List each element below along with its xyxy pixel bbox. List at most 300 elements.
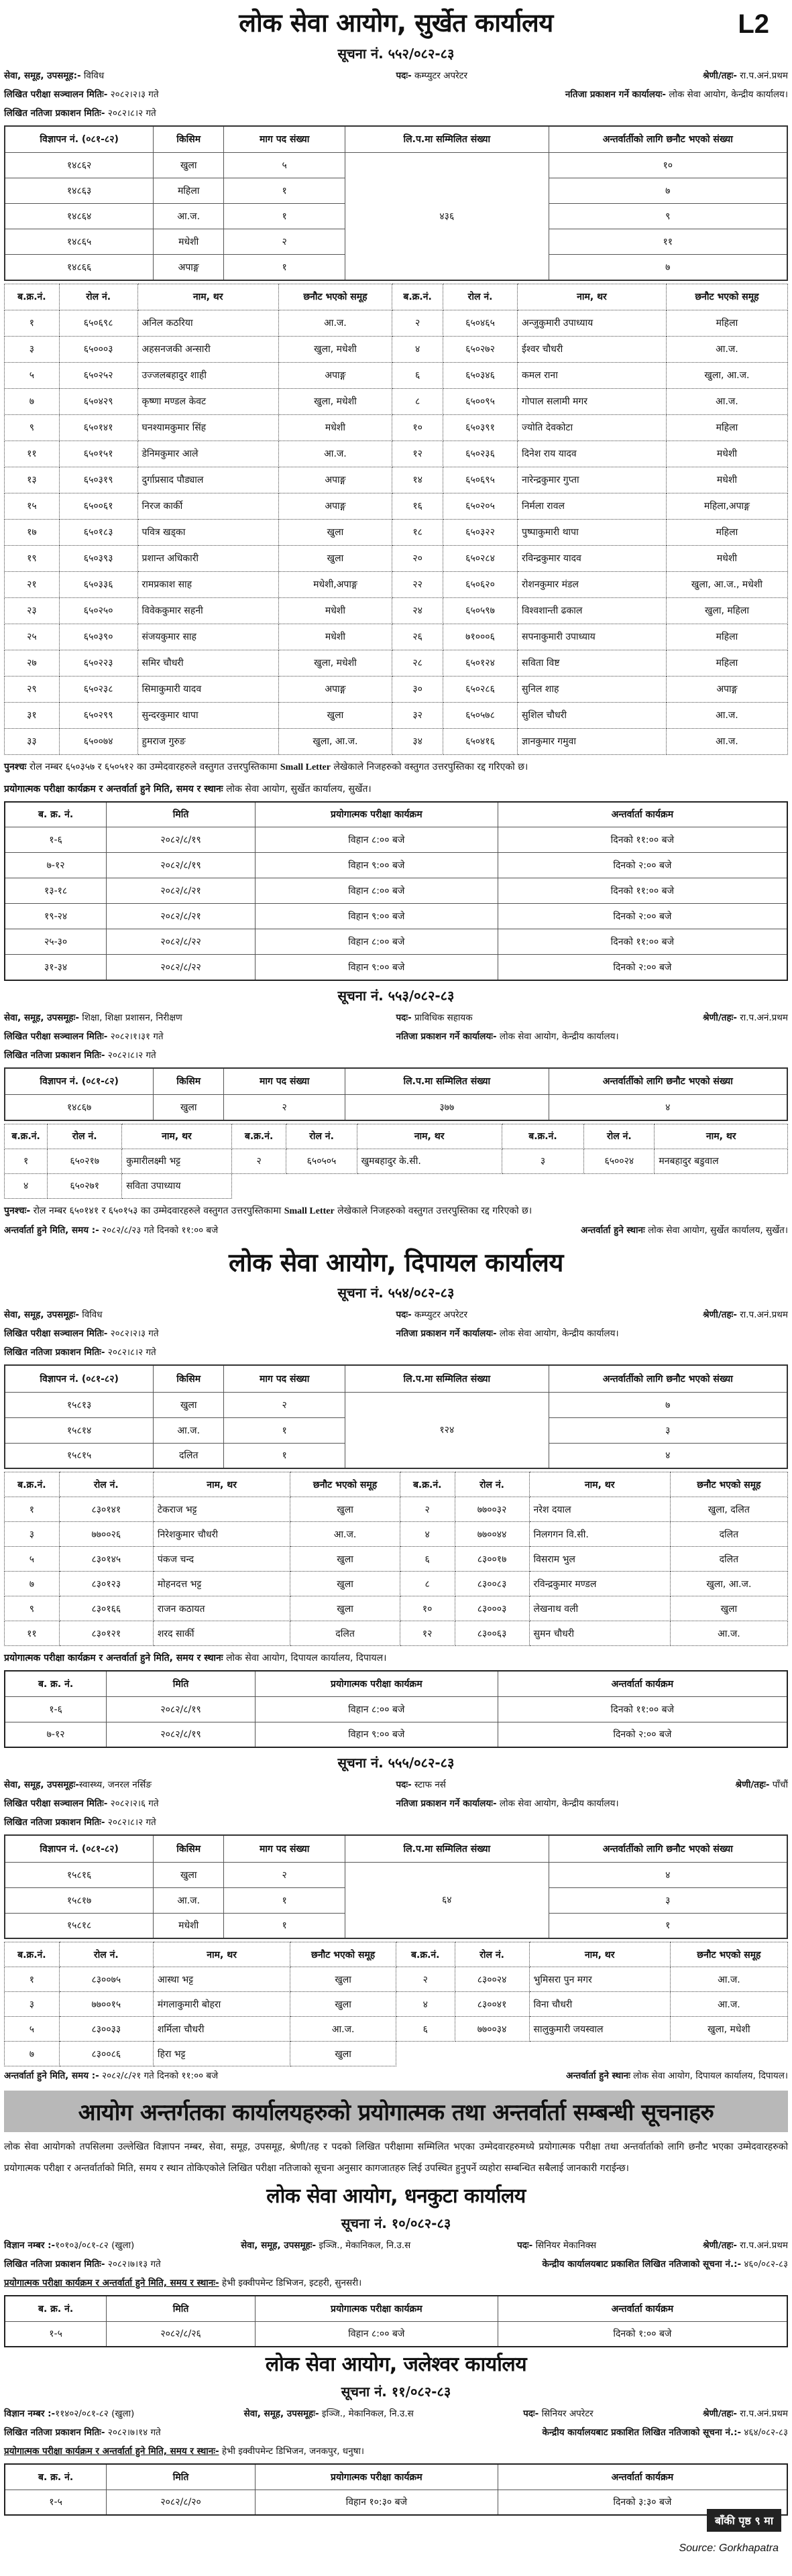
category: खुला [154,1862,224,1887]
table-cell: ११ [5,441,60,467]
table-cell: ६५०००३ [59,336,137,362]
col-header: माग पद संख्या [224,1068,345,1095]
meta-row-1 [4,1775,788,1794]
table-cell: ६५०२९९ [59,702,137,728]
meta-row-1 [4,66,788,85]
result-office-value: लोक सेवा आयोग, केन्द्रीय कार्यालय। [499,1328,619,1340]
table-cell: सुनिल शाह [518,676,667,702]
table-cell: उज्जलबहादुर शाही [137,362,278,388]
table-cell: २५-३० [5,929,107,955]
col-header: नाम, थर [518,284,667,310]
note-prefix: पुनश्चः- [4,1205,31,1216]
table-cell: समिर चौधरी [137,650,278,676]
posts: १ [224,1913,345,1938]
col-header: माग पद संख्या [224,126,345,153]
note-english: Small Letter [284,1206,335,1216]
table-cell: रामप्रकाश साह [137,571,278,597]
meta-row-2 [4,2255,788,2274]
col-header: ब.क्र.नं. [502,1124,584,1149]
table-cell: ९ [5,1596,60,1621]
interview-info [4,2066,788,2085]
notice-number: सूचना नं. ५५४/०८२-८३ [337,1285,455,1301]
note-english: Small Letter [280,762,331,772]
table-cell: २३ [5,597,60,624]
table-cell: २७ [5,650,60,676]
schedule-table [4,2295,788,2347]
col-header: नाम, थर [655,1124,788,1149]
table-cell: शर्मिला चौधरी [153,2017,290,2042]
table-cell: ६५०२३८ [59,676,137,702]
table-cell: ७-१२ [5,1722,107,1747]
result-date-value: २०८२।८।२ गते [107,1049,156,1061]
posts: १ [224,255,345,280]
table-row [5,1547,788,1572]
table-cell: ६५००७४ [59,728,137,754]
table-cell: आ.ज. [670,1967,787,1992]
summary-table [4,1834,788,1939]
central-notice-value: ४६०/०८२-८३ [744,2259,788,2270]
table-cell: खुला, महिला [666,597,787,624]
level-value: रा.प.अनं.प्रथम [740,1309,788,1321]
candidate-table [4,1942,788,2066]
table-cell: ८३००४१ [455,1992,529,2017]
table-cell: ३० [392,676,443,702]
table-cell: ६५०३९० [59,624,137,650]
col-header: नाम, थर [153,1942,290,1967]
level-value: रा.प.अनं.प्रथम [740,2240,788,2251]
post-label: पदः- [523,2408,539,2420]
table-cell: ४ [5,1173,48,1198]
table-cell: लेखनाथ वली [529,1596,670,1621]
selected-count: ७ [549,1392,787,1417]
table-cell: १९ [5,545,60,571]
table-cell: दिनको २:०० बजे [498,853,787,878]
table-cell: १३-१८ [5,878,107,904]
table-cell: आ.ज. [278,441,392,467]
ad-number: १४८६४ [5,204,154,229]
table-cell: महिला,अपाङ्ग [666,493,787,519]
table-cell: २०८२/८/२२ [107,955,256,980]
col-header: ब.क्र.नं. [5,1472,60,1497]
schedule-header-row [5,2464,787,2490]
selected-count: १ [549,1913,787,1938]
posts: २ [224,1392,345,1417]
table-cell: आ.ज. [666,388,787,414]
col-header: ब.क्र.नं. [5,284,60,310]
notice-number: सूचना नं. ११/०८२-८३ [341,2384,451,2400]
table-row [5,878,787,904]
category: अपाङ्ग [154,255,224,280]
section-banner: आयोग अन्तर्गतका कार्यालयहरुको प्रयोगात्मक तथा अन्तर्वार्ता सम्बन्धी सूचनाहरु [4,2091,788,2132]
table-cell: खुला, आ.ज. [666,362,787,388]
table-cell: विवेककुमार सहनी [137,597,278,624]
col-header: रोल नं. [59,284,137,310]
table-cell: १ [5,1967,60,1992]
table-cell: विहान ८:०० बजे [255,827,498,853]
col-header: छनौट भएको समूह [290,1472,400,1497]
table-cell: विश्वशान्ती ढकाल [518,597,667,624]
table-cell: ८३००३३ [59,2017,153,2042]
summary-header-row [5,1835,787,1862]
table-cell: २१ [5,571,60,597]
footer [4,2516,788,2569]
table-cell: महिला [666,310,787,336]
col-header: ब. क्र. नं. [5,802,107,827]
table-cell: सुमन चौधरी [529,1621,670,1646]
table-cell: विहान ९:०० बजे [255,853,498,878]
post-label: पदः- [396,1779,412,1791]
table-row [5,545,788,571]
table-cell: खुला [290,1967,396,1992]
col-header: मिति [107,1671,256,1696]
ad-number: १५८१५ [5,1443,154,1468]
table-cell: विहान १०:३० बजे [255,2490,498,2515]
table-cell: ७ [5,388,60,414]
col-header: अन्तर्वार्तीको लागि छनौट भएको संख्या [549,1835,787,1862]
ad-number: १४८६२ [5,153,154,178]
table-cell: आ.ज. [666,336,787,362]
table-cell: ६५०२८६ [443,676,518,702]
posts: १ [224,1417,345,1443]
table-cell: ६५०१२४ [443,650,518,676]
table-cell: ६५०४२९ [59,388,137,414]
venue-value: लोक सेवा आयोग, दिपायल कार्यालय, दिपायल। [226,1653,387,1664]
col-header: मिति [107,2464,256,2490]
meta-row-2 [4,85,788,104]
result-date-value: २०८२।७।१३ गते [107,2259,161,2270]
table-cell: ६ [396,2017,455,2042]
col-header: किसिम [154,1835,224,1862]
col-header: विज्ञापन नं. (०८१-८२) [5,126,154,153]
table-cell: १३ [5,467,60,493]
schedule-table [4,1670,788,1748]
table-cell: अपाङ्ग [666,676,787,702]
central-notice-label: केन्द्रीय कार्यालयबाट प्रकाशित लिखित नतिजाको सूचना नं.:- [542,2259,742,2270]
table-cell: २ [392,310,443,336]
table-cell: विहान ९:०० बजे [255,955,498,980]
table-cell: खुला, दलित [670,1497,787,1522]
table-cell: २०८२/८/१९ [107,1722,256,1747]
table-cell: मोहनदत्त भट्ट [153,1572,290,1596]
notice-555 [4,1753,788,2085]
selected-count: ४ [549,1443,787,1468]
table-cell: मधेशी [666,467,787,493]
service-value: विविध [82,1309,103,1321]
posts: २ [224,1095,345,1120]
col-header: नाम, थर [153,1472,290,1497]
table-row [5,929,787,955]
meta-row-3 [4,2442,788,2461]
table-cell: अन्जुकुमारी उपाध्याय [518,310,667,336]
ad-label: विज्ञान नम्बर :- [4,2240,56,2251]
service-value: विविध [83,70,105,81]
table-cell: ३१ [5,702,60,728]
table-cell: खुला [278,519,392,545]
col-header: ब.क्र.नं. [400,1472,455,1497]
venue-label: प्रयोगात्मक परीक्षा कार्यक्रम र अन्तर्वार्ता हुने मिति, समय र स्थानः [4,783,223,795]
table-cell: ज्ञानकुमार गमुवा [518,728,667,754]
meta-row-1 [4,1008,788,1027]
meta-row-2 [4,1027,788,1046]
table-cell: १२ [400,1621,455,1646]
result-office-label: नतिजा प्रकाशन गर्ने कार्यालयः- [396,1328,497,1340]
table-cell: १-५ [5,2490,107,2515]
table-cell: २०८२/८/२१ [107,904,256,929]
level-value: पाँचौं [772,1779,788,1791]
table-cell: ८३००७५ [59,1967,153,1992]
table-cell: ६५०६९५ [443,467,518,493]
selected-count: ३ [549,1887,787,1913]
table-cell: दलित [670,1522,787,1547]
table-row [5,853,787,878]
table-row [5,467,788,493]
posts: २ [224,1862,345,1887]
summary-table [4,1067,788,1121]
appeared-total: ४३६ [345,153,549,280]
page-label: L2 [738,9,769,39]
col-header: रोल नं. [59,1942,153,1967]
selected-count: ७ [549,178,787,204]
table-cell: आ.ज. [670,1992,787,2017]
table-cell: ६५०२८४ [443,545,518,571]
interview-place-label: अन्तर्वार्ता हुने स्थानः [581,1224,645,1236]
table-cell: खुला, आ.ज. [670,1572,787,1596]
candidate-header-row [5,1942,788,1967]
office-title-jaleshwar: लोक सेवा आयोग, जलेश्वर कार्यालय [265,2353,527,2377]
table-cell: ६५०३१९ [59,467,137,493]
table-cell: खुला [290,1596,400,1621]
table-cell: दिनको ११:०० बजे [498,929,787,955]
selected-count: ४ [549,1862,787,1887]
table-cell: ६५०२१७ [48,1149,122,1173]
table-row [5,650,788,676]
table-cell: ५ [5,362,60,388]
table-cell: दिनको ३:३० बजे [498,2490,787,2515]
venue-line [4,1649,788,1667]
table-cell: ३ [502,1149,584,1173]
table-cell: ८३०१४१ [59,1497,153,1522]
table-cell: ८३०१२१ [59,1621,153,1646]
result-date-label: लिखित नतिजा प्रकाशन मितिः- [4,107,105,119]
table-cell: ६५०२७१ [48,1173,122,1198]
table-cell: विहान ८:०० बजे [255,2321,498,2347]
central-notice-label: केन्द्रीय कार्यालयबाट प्रकाशित लिखित नतिजाको सूचना नं.:- [542,2427,742,2439]
result-date-label: लिखित नतिजा प्रकाशन मितिः- [4,1817,105,1828]
category: खुला [154,1095,224,1120]
table-cell: १ [5,310,60,336]
continued-tag: बाँकी पृष्ठ ९ मा [707,2509,781,2532]
notice-number: सूचना नं. ५५५/०८२-८३ [337,1755,455,1771]
ad-number: १५८१४ [5,1417,154,1443]
exam-date-value: २०८२।१।३१ गते [110,1031,164,1042]
col-header: ब.क्र.नं. [5,1942,60,1967]
table-cell: ६५०३९३ [59,545,137,571]
table-cell: ८३००२४ [455,1967,529,1992]
col-header: लि.प.मा सम्मिलित संख्या [345,1365,549,1392]
central-notice-value: ४६४/०८२-८३ [744,2427,788,2439]
selected-count: ४ [549,1095,787,1120]
result-date-label: लिखित नतिजा प्रकाशन मितिः- [4,2259,105,2270]
table-cell: ८३०००३ [455,1596,529,1621]
table-cell: ६५०४६५ [443,310,518,336]
col-header: रोल नं. [443,284,518,310]
table-cell: ६५०५७८ [443,702,518,728]
col-header: अन्तर्वार्ता कार्यक्रम [498,2296,787,2321]
col-header: छनौट भएको समूह [666,284,787,310]
table-cell: अपाङ्ग [278,467,392,493]
table-cell: आ.ज. [290,2017,396,2042]
office-title-surkhet: लोक सेवा आयोग, सुर्खेत कार्यालय [239,8,553,38]
table-cell: दिनको २:०० बजे [498,1722,787,1747]
table-cell: दिनको ११:०० बजे [498,827,787,853]
table-row [5,2042,788,2066]
table-cell: निरेशकुमार चौधरी [153,1522,290,1547]
category: खुला [154,1392,224,1417]
table-cell: २०८२/८/२० [107,2490,256,2515]
table-cell: ७७००४४ [455,1522,529,1547]
table-cell: ३ [5,1992,60,2017]
table-cell: खुला [290,1572,400,1596]
table-cell: ११ [5,1621,60,1646]
appeared-total: १२४ [345,1392,549,1468]
table-cell: २४ [392,597,443,624]
table-row [5,388,788,414]
table-cell: निरज कार्की [137,493,278,519]
table-cell: मनबहादुर बडुवाल [655,1149,788,1173]
notice-552 [4,44,788,981]
result-date-value: २०८२।७।१४ गते [107,2427,161,2439]
result-office-value: लोक सेवा आयोग, केन्द्रीय कार्यालय। [669,89,788,100]
summary-header-row [5,1365,787,1392]
col-header: किसिम [154,126,224,153]
table-cell: सालुकुमारी जयस्वाल [529,2017,670,2042]
meta-row-2 [4,1794,788,1813]
venue-value: हेभी इक्वीपमेन्ट डिभिजन, इटहरी, सुनसरी। [221,2278,362,2289]
table-cell: अपाङ्ग [278,676,392,702]
meta-row-1 [4,2404,788,2423]
table-cell: सविता विष्ट [518,650,667,676]
table-cell: ४ [396,1992,455,2017]
interview-time-value: २०८२/८/२१ गते दिनको ११:०० बजे [102,2070,219,2082]
table-cell: आ.ज. [666,702,787,728]
interview-time-label: अन्तर्वार्ता हुने मिति, समय :- [4,1224,99,1236]
candidate-header-row [5,1472,788,1497]
table-cell: ६५०१५१ [59,441,137,467]
candidate-table [4,1124,788,1199]
col-header: लि.प.मा सम्मिलित संख्या [345,1835,549,1862]
table-cell: ६५०६२० [443,571,518,597]
table-cell: विहान ८:०० बजे [255,1696,498,1722]
selected-count: ११ [549,229,787,255]
table-cell: ३३ [5,728,60,754]
table-cell: ३१-३४ [5,955,107,980]
col-header: लि.प.मा सम्मिलित संख्या [345,126,549,153]
post-value: स्टाफ नर्स [414,1779,446,1791]
ad-number: १५८१३ [5,1392,154,1417]
appeared-total: ६४ [345,1862,549,1938]
table-cell: २०८२/८/१९ [107,827,256,853]
col-header: छनौट भएको समूह [278,284,392,310]
table-cell: आ.ज. [666,728,787,754]
cancellation-note [4,1202,788,1221]
level-value: रा.प.अनं.प्रथम [740,70,788,81]
table-cell: कमल राना [518,362,667,388]
table-cell: सुन्दरकुमार थापा [137,702,278,728]
table-cell: १५ [5,493,60,519]
level-label: श्रेणी/तहः- [703,1012,737,1023]
meta-row-2 [4,2423,788,2442]
table-cell: मधेशी [666,545,787,571]
col-header: प्रयोगात्मक परीक्षा कार्यक्रम [255,2296,498,2321]
col-header: छनौट भएको समूह [670,1942,787,1967]
service-label: सेवा, समूह, उपसमूहः- [4,1309,79,1321]
table-cell: १२ [392,441,443,467]
result-date-label: लिखित नतिजा प्रकाशन मितिः- [4,2427,105,2439]
table-cell: खुला, आ.ज. [278,728,392,754]
empty-cell [231,1173,787,1198]
table-cell: मधेशी [278,624,392,650]
col-header: विज्ञापन नं. (०८१-८२) [5,1068,154,1095]
table-cell: ८३०१२३ [59,1572,153,1596]
table-cell: दुर्गाप्रसाद पौड्याल [137,467,278,493]
posts: १ [224,1887,345,1913]
service-value: इञ्जि., मेकानिकल, नि.उ.स [321,2408,414,2420]
table-cell: ९ [5,414,60,441]
table-cell: ६५०३९१ [443,414,518,441]
table-cell: १९-२४ [5,904,107,929]
result-office-label: नतिजा प्रकाशन गर्ने कार्यालयः- [565,89,667,100]
table-cell: खुला [290,1497,400,1522]
col-header: रोल नं. [584,1124,655,1149]
table-cell: पुष्पाकुमारी थापा [518,519,667,545]
exam-date-value: २०८२।२।३ गते [110,1328,159,1340]
selected-count: ३ [549,1417,787,1443]
col-header: छनौट भएको समूह [670,1472,787,1497]
col-header: नाम, थर [529,1472,670,1497]
candidate-table [4,284,788,755]
result-date-value: २०८२।८।२ गते [107,1817,156,1828]
table-cell: आस्था भट्ट [153,1967,290,1992]
table-row [5,1992,788,2017]
interview-place-value: लोक सेवा आयोग, दिपायल कार्यालय, दिपायल। [633,2070,788,2082]
table-row [5,1497,788,1522]
dhankuta-section [4,2179,788,2347]
col-header: किसिम [154,1068,224,1095]
note-text: लेखेकाले निजहरुको वस्तुगत उत्तरपुस्तिका रद्द गरिएको छ। [333,761,528,772]
col-header: अन्तर्वार्ता कार्यक्रम [498,1671,787,1696]
table-cell: १६ [392,493,443,519]
exam-date-value: २०८२।२।६ गते [110,1798,159,1810]
table-cell: टेकराज भट्ट [153,1497,290,1522]
result-date-value: २०८२।८।२ गते [107,107,156,119]
table-row [5,362,788,388]
note-text: रोल नम्बर ६५०१४१ र ६५०१५३ का उम्मेदवारहरुले वस्तुगत उत्तरपुस्तिकामा [33,1205,282,1216]
level-label: श्रेणी/तहः- [735,1779,770,1791]
table-cell: घनश्यामकुमार सिंह [137,414,278,441]
table-row [5,597,788,624]
summary-row [5,1392,787,1417]
table-cell: विहान ८:०० बजे [255,878,498,904]
table-cell: डेनिमकुमार आले [137,441,278,467]
candidate-header-row [5,1124,788,1149]
table-cell: दिनको २:०० बजे [498,904,787,929]
table-row [5,1596,788,1621]
table-row [5,955,787,980]
result-office-value: लोक सेवा आयोग, केन्द्रीय कार्यालय। [499,1031,619,1042]
category: दलित [154,1443,224,1468]
table-cell: खुला [290,2042,396,2066]
table-cell: नरेश दयाल [529,1497,670,1522]
